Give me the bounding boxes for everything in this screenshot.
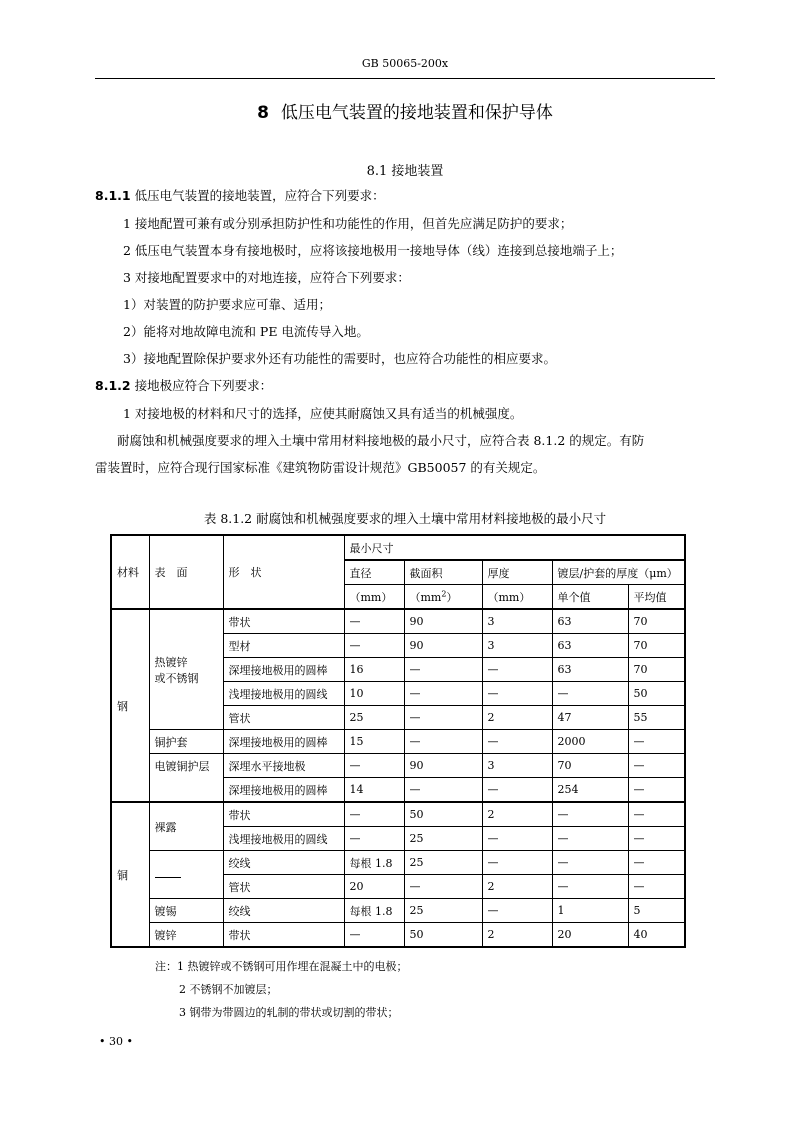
clause-number: 8.1.2 [95, 378, 131, 393]
page-number: • 30 • [99, 1035, 133, 1048]
group-steel: 钢 [111, 609, 149, 802]
surface-blank [149, 851, 223, 899]
header-thickness-unit: （mm） [482, 585, 552, 610]
table-cell: — [482, 658, 552, 682]
clause-8-1-1 [95, 186, 385, 204]
table-cell: — [344, 802, 404, 827]
header-area: 截面积 [404, 560, 482, 585]
table-cell: 55 [628, 706, 685, 730]
table-cell: 70 [628, 658, 685, 682]
table-cell: — [344, 634, 404, 658]
table-cell: — [482, 899, 552, 923]
table-cell: 深埋接地极用的圆棒 [223, 658, 344, 682]
table-cell: 带状 [223, 923, 344, 948]
surface-galvanized: 镀锌 [149, 923, 223, 948]
table-cell: — [404, 778, 482, 803]
table-cell: 2000 [552, 730, 628, 754]
table-cell: 3 [482, 754, 552, 778]
table-cell: 14 [344, 778, 404, 803]
table-cell: 25 [404, 851, 482, 875]
table-cell: 20 [344, 875, 404, 899]
header-area-unit: $(mm^2)$ [404, 585, 482, 610]
clause-8-1-2 [95, 376, 272, 394]
table-cell: 2 [482, 802, 552, 827]
table-cell: 型材 [223, 634, 344, 658]
chapter-heading [95, 98, 715, 123]
table-cell: 20 [552, 923, 628, 948]
table-cell: 1 [552, 899, 628, 923]
header-diameter-unit: （mm） [344, 585, 404, 610]
table-cell: — [482, 682, 552, 706]
table-cell: 深埋水平接地极 [223, 754, 344, 778]
clause-number: 8.1.1 [95, 188, 131, 203]
paragraph-line: 耐腐蚀和机械强度要求的埋入土壤中常用材料接地极的最小尺寸，应符合表 8.1.2 的规定。有防 [117, 433, 645, 448]
table-cell: 2 [482, 875, 552, 899]
table-cell: 50 [404, 802, 482, 827]
table-cell: 3 [482, 634, 552, 658]
table-cell: 90 [404, 754, 482, 778]
table-cell: — [628, 827, 685, 851]
table-cell: 绞线 [223, 899, 344, 923]
table-cell: 浅埋接地极用的圆线 [223, 827, 344, 851]
table-cell: 带状 [223, 609, 344, 634]
table-note: 注：1 热镀锌或不锈钢可用作埋在混凝土中的电极； [155, 960, 408, 973]
table-cell: 254 [552, 778, 628, 803]
table-cell: 2 [482, 923, 552, 948]
table-cell: 每根 1.8 [344, 899, 404, 923]
table-cell: 63 [552, 634, 628, 658]
table-cell: 50 [404, 923, 482, 948]
clause-subitem: 1）对装置的防护要求应可靠、适用； [123, 297, 331, 312]
table-cell: — [404, 875, 482, 899]
header-surface: 表 面 [149, 535, 223, 609]
table-cell: — [628, 778, 685, 803]
table-cell: — [628, 730, 685, 754]
table-cell: 管状 [223, 706, 344, 730]
table-cell: — [404, 658, 482, 682]
table-cell: 15 [344, 730, 404, 754]
clause-text: 低压电气装置的接地装置，应符合下列要求： [134, 188, 385, 203]
header-diameter: 直径 [344, 560, 404, 585]
table-cell: 90 [404, 609, 482, 634]
table-cell: — [552, 827, 628, 851]
blank-line [155, 869, 181, 878]
header-shape: 形 状 [223, 535, 344, 609]
header-thickness: 厚度 [482, 560, 552, 585]
table-cell: — [404, 706, 482, 730]
running-header: GB 50065-200x [361, 57, 449, 70]
section-heading: 8.1 接地装置 [366, 164, 444, 179]
header-average: 平均值 [628, 585, 685, 610]
clause-text: 接地极应符合下列要求： [134, 378, 273, 393]
table-cell: — [404, 730, 482, 754]
header-min-size: 最小尺寸 [344, 535, 685, 560]
surface-copper-sheathed: 铜护套 [149, 730, 223, 754]
table-cell: 每根 1.8 [344, 851, 404, 875]
clause-item: 1 对接地极的材料和尺寸的选择，应使其耐腐蚀又具有适当的机械强度。 [123, 406, 523, 421]
table-cell: 10 [344, 682, 404, 706]
table-cell: — [552, 875, 628, 899]
table-cell: — [628, 875, 685, 899]
table-cell: 绞线 [223, 851, 344, 875]
chapter-title: 低压电气装置的接地装置和保护导体 [280, 103, 553, 123]
table-cell: 50 [628, 682, 685, 706]
table-note: 2 不锈钢不加镀层； [179, 983, 278, 996]
table-note: 3 钢带为带圆边的轧制的带状或切割的带状； [179, 1006, 399, 1019]
clause-subitem: 2）能将对地故障电流和 PE 电流传导入地。 [123, 324, 369, 339]
surface-hot-dip: 热镀锌 或不锈钢 [149, 609, 223, 730]
surface-tinned: 镀锡 [149, 899, 223, 923]
paragraph-line: 雷装置时，应符合现行国家标准《建筑物防雷设计规范》GB50057 的有关规定。 [95, 460, 546, 475]
table-cell: 5 [628, 899, 685, 923]
table-cell: 70 [628, 609, 685, 634]
table-cell: — [628, 802, 685, 827]
header-material: 材料 [111, 535, 149, 609]
table-cell: 63 [552, 609, 628, 634]
header-rule [95, 78, 715, 79]
table-cell: 47 [552, 706, 628, 730]
table-cell: 25 [404, 899, 482, 923]
table-cell: — [482, 827, 552, 851]
table-cell: 63 [552, 658, 628, 682]
table-cell: — [552, 682, 628, 706]
table-cell: 25 [404, 827, 482, 851]
table-cell: 浅埋接地极用的圆线 [223, 682, 344, 706]
clause-item: 1 接地配置可兼有或分别承担防护性和功能性的作用，但首先应满足防护的要求； [123, 216, 573, 231]
chapter-number: 8 [257, 103, 269, 123]
table-cell: 带状 [223, 802, 344, 827]
table-cell: 40 [628, 923, 685, 948]
table-cell: 管状 [223, 875, 344, 899]
table-cell: — [404, 682, 482, 706]
table-cell: 25 [344, 706, 404, 730]
table-cell: 70 [628, 634, 685, 658]
surface-electroplated-copper: 电镀铜护层 [149, 754, 223, 803]
table-cell: 16 [344, 658, 404, 682]
table-cell: 90 [404, 634, 482, 658]
table-cell: 70 [552, 754, 628, 778]
surface-bare: 裸露 [149, 802, 223, 851]
clause-item: 2 低压电气装置本身有接地极时，应将该接地极用一接地导体（线）连接到总接地端子上； [123, 243, 623, 258]
header-single: 单个值 [552, 585, 628, 610]
table-cell: 3 [482, 609, 552, 634]
table-cell: — [482, 730, 552, 754]
group-copper: 铜 [111, 802, 149, 947]
table-cell: — [344, 827, 404, 851]
table-caption: 表 8.1.2 耐腐蚀和机械强度要求的埋入土壤中常用材料接地极的最小尺寸 [203, 511, 607, 526]
table-cell: — [482, 851, 552, 875]
clause-subitem: 3）接地配置除保护要求外还有功能性的需要时，也应符合功能性的相应要求。 [123, 351, 556, 366]
table-cell: — [344, 609, 404, 634]
table-cell: — [344, 754, 404, 778]
table-cell: 深埋接地极用的圆棒 [223, 778, 344, 803]
clause-item: 3 对接地配置要求中的对地连接，应符合下列要求： [123, 270, 410, 285]
table-cell: — [552, 802, 628, 827]
min-size-table [110, 534, 686, 948]
table-cell: — [628, 851, 685, 875]
table-cell: — [628, 754, 685, 778]
table-cell: 深埋接地极用的圆棒 [223, 730, 344, 754]
table-cell: — [482, 778, 552, 803]
table-cell: — [552, 851, 628, 875]
table-cell: 2 [482, 706, 552, 730]
table-cell: — [344, 923, 404, 948]
header-coating: 镀层/护套的厚度（μm） [552, 560, 685, 585]
